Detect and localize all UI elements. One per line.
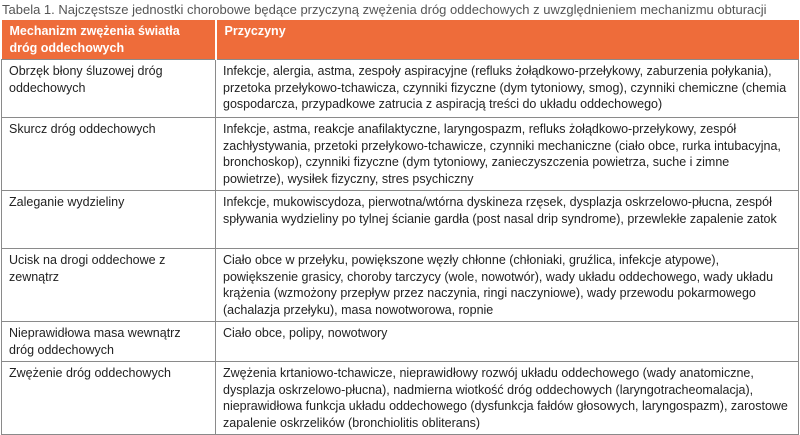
causes-cell: Infekcje, alergia, astma, zespoły aspiracyjne (refluks żołądkowo-przełykowy, zaburzenia połykania), przetoka przełykowo-tchawicza, czynniki fizyczne (dym tytoniowy, smog), czynniki chemiczne (chemia gospodarcza, przypadkowe zatrucia z aspiracją treści do układu oddechowego) (216, 60, 799, 118)
table-header (2, 20, 799, 60)
causes-cell: Infekcje, mukowiscydoza, pierwotna/wtórna dyskineza rzęsek, dysplazja oskrzelowo-płucna, zespół spływania wydzieliny po tylnej ścianie gardła (post nasal drip syndrome), przewlekłe zapalenie zatok (216, 191, 799, 249)
table-row (2, 118, 799, 191)
table-body (2, 60, 799, 435)
table-row (2, 60, 799, 118)
table-row (2, 191, 799, 249)
mechanism-cell: Zwężenie dróg oddechowych (2, 362, 216, 435)
mechanism-cell: Nieprawidłowa masa wewnątrz dróg oddechowych (2, 322, 216, 362)
causes-cell: Zwężenia krtaniowo-tchawicze, nieprawidłowy rozwój układu oddechowego (wady anatomiczne, dysplazja oskrzelowo-płucna), nadmierna wiotkość dróg oddechowych (laryngotracheomalacja), nieprawidłowa funkcja układu oddechowego (dysfunkcja fałdów głosowych, laryngospazm), zarostowe zapalenie oskrzelików (bronchiolitis obliterans) (216, 362, 799, 435)
causes-cell: Ciało obce w przełyku, powiększone węzły chłonne (chłoniaki, gruźlica, infekcje atypowe), powiększenie grasicy, choroby tarczycy (wole, nowotwór), wady układu oddechowego, wady układu krążenia (wzmożony przepływ przez naczynia, ringi naczyniowe), wady przewodu pokarmowego (achalazja przełyku), masa nowotworowa, ropnie (216, 249, 799, 322)
mechanism-cell: Zaleganie wydzieliny (2, 191, 216, 249)
causes-table (1, 20, 799, 435)
table-row (2, 362, 799, 435)
table-row (2, 249, 799, 322)
mechanism-cell: Obrzęk błony śluzowej dróg oddechowych (2, 60, 216, 118)
header-row (2, 20, 799, 60)
causes-cell: Ciało obce, polipy, nowotwory (216, 322, 799, 362)
header-mechanism: Mechanizm zwężenia światła dróg oddechowych (2, 20, 216, 60)
causes-cell: Infekcje, astma, reakcje anafilaktyczne, laryngospazm, refluks żołądkowo-przełykowy, zespół zachłystywania, przetoki przełykowo-tchawicze, czynniki mechaniczne (ciało obce, rurka intubacyjna, bronchoskop), czynniki fizyczne (dym tytoniowy, zanieczyszczenia powietrza, suche i zimne powietrze), wysiłek fizyczny, stres psychiczny (216, 118, 799, 191)
mechanism-cell: Ucisk na drogi oddechowe z zewnątrz (2, 249, 216, 322)
table-caption: Tabela 1. Najczęstsze jednostki chorobowe będące przyczyną zwężenia dróg oddechowych z uwzględnieniem mechanizmu obturacji (2, 2, 767, 17)
table-row (2, 322, 799, 362)
mechanism-cell: Skurcz dróg oddechowych (2, 118, 216, 191)
header-causes: Przyczyny (216, 20, 799, 60)
